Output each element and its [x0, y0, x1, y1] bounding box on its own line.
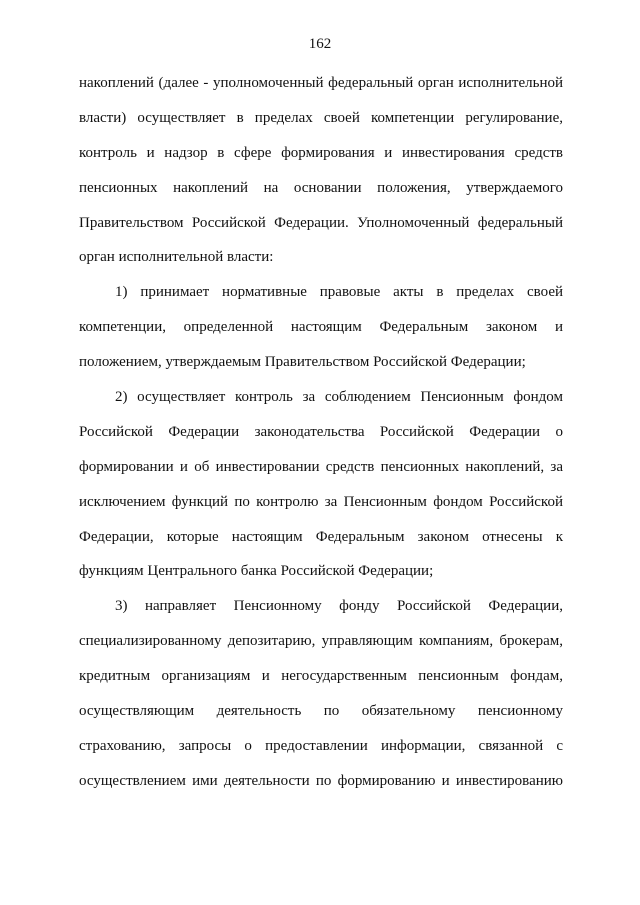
text-line: 2) осуществляет контроль за соблюдением Пенсионным фондом [115, 389, 563, 406]
text-line: 3) направляет Пенсионному фонду Российской Федерации, [115, 598, 563, 615]
text-line: пенсионных накоплений на основании положения, утверждаемого [79, 179, 563, 196]
text-line: формировании и об инвестировании средств пенсионных накоплений, за [79, 458, 563, 475]
text-line: исключением функций по контролю за Пенсионным фондом Российской [79, 493, 563, 510]
text-line: накоплений (далее - уполномоченный федеральный орган исполнительной [79, 75, 563, 91]
text-line: осуществляющим деятельность по обязательному пенсионному [79, 703, 563, 720]
text-line: контроль и надзор в сфере формирования и инвестирования средств [79, 144, 563, 161]
text-line: Федерации, которые настоящим Федеральным законом отнесены к [79, 528, 563, 545]
text-line: Российской Федерации законодательства Российской Федерации о [79, 423, 563, 440]
text-line: функциям Центрального банка Российской Федерации; [79, 563, 434, 580]
text-line: Правительством Российской Федерации. Уполномоченный федеральный [79, 214, 563, 231]
text-line: кредитным организациям и негосударственным пенсионным фондам, [79, 668, 563, 685]
text-line: орган исполнительной власти: [79, 249, 274, 266]
document-body [79, 66, 563, 799]
text-line: власти) осуществляет в пределах своей компетенции регулирование, [79, 109, 563, 126]
text-line: осуществлением ими деятельности по формированию и инвестированию [79, 772, 563, 789]
text-line: положением, утверждаемым Правительством Российской Федерации; [79, 354, 526, 371]
text-line: страхованию, запросы о предоставлении информации, связанной с [79, 737, 563, 754]
page-number: 162 [308, 36, 332, 52]
text-line: специализированному депозитарию, управляющим компаниям, брокерам, [79, 633, 563, 650]
text-line: 1) принимает нормативные правовые акты в пределах своей [115, 284, 563, 301]
text-line: компетенции, определенной настоящим Федеральным законом и [79, 319, 563, 336]
